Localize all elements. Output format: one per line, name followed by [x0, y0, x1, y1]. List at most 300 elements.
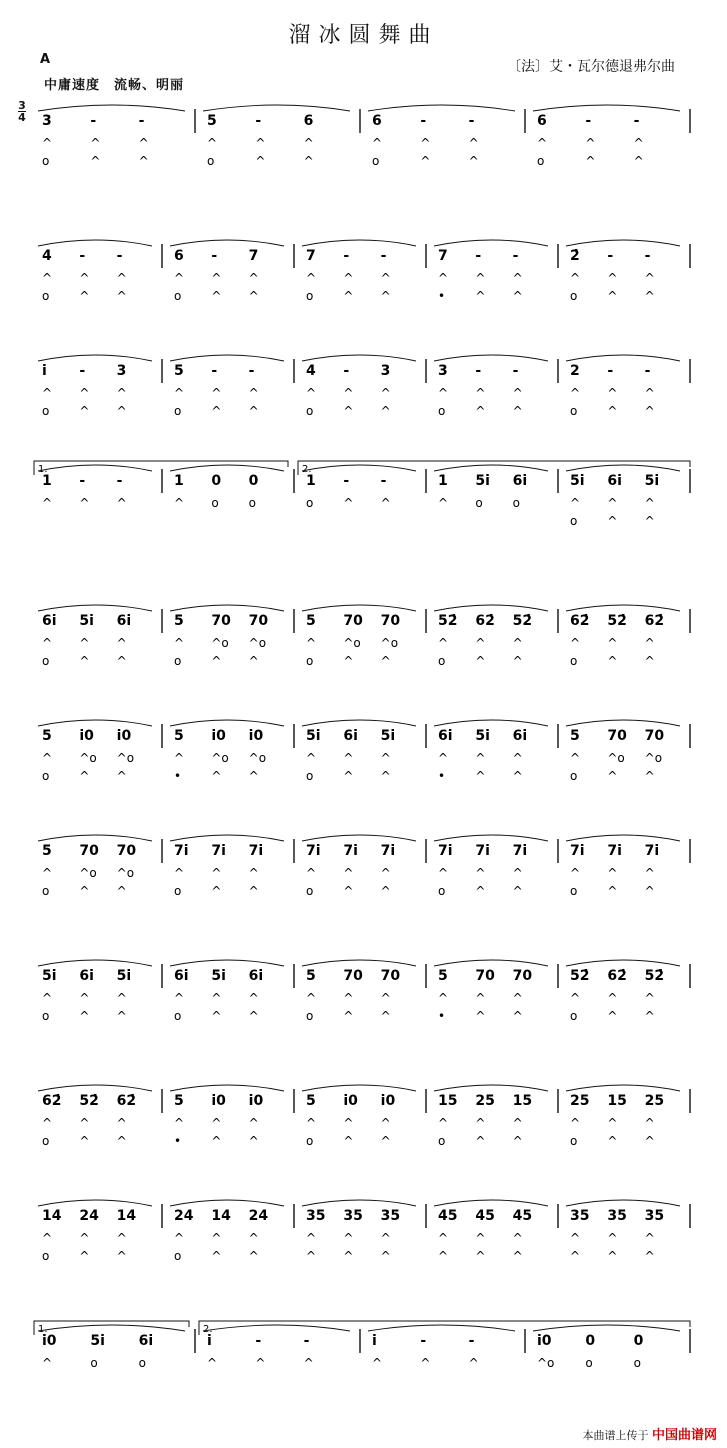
bass-mark: o — [570, 289, 578, 303]
bass-mark: o — [42, 289, 50, 303]
melody-note: 7i — [343, 843, 358, 859]
bass-mark: ^ — [248, 769, 259, 783]
slur — [203, 1325, 350, 1331]
bass-mark: o — [438, 654, 446, 668]
bass-mark: ^ — [607, 1134, 618, 1148]
melody-note: 3 — [116, 363, 127, 379]
slur — [434, 1085, 548, 1091]
accomp-mark: ^ — [644, 271, 655, 285]
score-row — [0, 455, 727, 535]
accomp-mark: ^ — [248, 271, 259, 285]
bass-mark: ^ — [475, 289, 486, 303]
accomp-mark: ^ — [380, 496, 391, 510]
slur — [302, 355, 416, 361]
melody-note: - — [79, 473, 86, 489]
slur — [434, 960, 548, 966]
accomp-mark: ^ — [306, 991, 317, 1005]
melody-note: 52̇ — [79, 1093, 99, 1109]
melody-note: 62̇ — [475, 613, 495, 629]
melody-note: 52̇ — [570, 968, 590, 984]
accomp-mark: ^ — [570, 866, 581, 880]
bass-mark: ^ — [644, 769, 655, 783]
melody-note: i0 — [537, 1333, 552, 1349]
bass-mark: ^ — [116, 404, 127, 418]
accomp-mark: ^ — [570, 1231, 581, 1245]
melody-note: 0 — [585, 1333, 596, 1349]
accomp-mark: ^ — [570, 991, 581, 1005]
accomp-mark: ^ — [343, 271, 354, 285]
melody-note: - — [343, 248, 350, 264]
slur — [38, 605, 152, 611]
accomp-mark: ^ — [438, 991, 449, 1005]
bass-mark: ^ — [380, 884, 391, 898]
score-row — [0, 230, 727, 310]
bass-mark: • — [438, 769, 446, 783]
bass-mark: o — [174, 289, 182, 303]
slur — [38, 835, 152, 841]
melody-note: - — [138, 113, 145, 129]
bass-mark: ^ — [644, 404, 655, 418]
melody-note: - — [380, 248, 387, 264]
melody-note: 7i — [306, 843, 321, 859]
bass-mark: ^ — [380, 769, 391, 783]
bass-mark: ^ — [211, 654, 222, 668]
accomp-mark: ^o — [116, 866, 135, 880]
bass-mark: ^ — [79, 289, 90, 303]
bass-mark: o — [306, 769, 314, 783]
tempo-marking: 中庸速度 流畅、明丽 — [44, 78, 185, 93]
accomp-mark: ^o — [79, 751, 97, 765]
melody-note: 7i — [211, 843, 226, 859]
accomp-mark: ^ — [438, 751, 449, 765]
melody-note: 62̇ — [570, 613, 590, 629]
melody-note: 24 — [248, 1208, 269, 1224]
slur — [566, 720, 680, 726]
slur — [170, 1200, 284, 1206]
accomp-mark: ^ — [512, 386, 523, 400]
bass-mark: o — [174, 884, 182, 898]
accomp-mark: ^ — [380, 271, 391, 285]
bass-mark: ^ — [607, 404, 618, 418]
accomp-mark: ^ — [248, 1116, 259, 1130]
slur — [368, 105, 515, 111]
bass-mark: ^ — [644, 1009, 655, 1023]
melody-note: 14 — [42, 1208, 62, 1224]
melody-note: 70 — [512, 968, 533, 984]
melody-note: i — [372, 1333, 377, 1349]
accomp-mark: ^ — [475, 1116, 486, 1130]
bass-mark: o — [306, 289, 314, 303]
accomp-mark: ^ — [343, 386, 354, 400]
melody-note: - — [90, 113, 97, 129]
score-row-svg — [0, 1075, 727, 1165]
melody-note: 7i — [475, 843, 490, 859]
slur — [302, 240, 416, 246]
melody-note: 5i — [644, 473, 660, 489]
accomp-mark: ^ — [644, 991, 655, 1005]
melody-note: 70 — [644, 728, 665, 744]
accomp-mark: ^ — [607, 271, 618, 285]
bass-mark: ^ — [468, 154, 479, 168]
accomp-mark: ^ — [306, 1231, 317, 1245]
accomp-mark: ^ — [306, 386, 317, 400]
bass-mark: • — [174, 1134, 182, 1148]
accomp-mark: ^ — [255, 136, 266, 150]
bass-mark: o — [306, 404, 314, 418]
melody-note: 4 — [306, 363, 316, 379]
time-signature-top: 3 — [18, 99, 26, 112]
slur — [566, 355, 680, 361]
melody-note: 1 — [174, 473, 184, 489]
accomp-mark: ^ — [42, 271, 53, 285]
slur — [170, 835, 284, 841]
accomp-mark: ^ — [607, 1231, 618, 1245]
melody-note: 5i — [475, 728, 490, 744]
accomp-mark: ^ — [607, 1116, 618, 1130]
melody-note: 35 — [380, 1208, 401, 1224]
melody-note: 6i — [248, 968, 264, 984]
melody-note: 5 — [174, 728, 184, 744]
bass-mark: ^ — [116, 769, 127, 783]
accomp-mark: ^ — [42, 751, 53, 765]
bass-mark: o — [174, 1249, 182, 1263]
bass-mark: o — [570, 404, 578, 418]
melody-note: 6 — [174, 248, 184, 264]
score-row — [0, 1315, 727, 1395]
melody-note: 1 — [42, 473, 52, 489]
melody-note: 15 — [438, 1093, 458, 1109]
slur — [170, 355, 284, 361]
accomp-mark: ^o — [116, 751, 135, 765]
melody-note: - — [79, 248, 86, 264]
slur — [170, 960, 284, 966]
melody-note: 7 — [248, 248, 259, 264]
melody-note: 70 — [607, 728, 627, 744]
score-row-svg — [0, 1190, 727, 1280]
accomp-mark: ^o — [248, 636, 267, 650]
accomp-mark: ^ — [42, 496, 53, 510]
slur — [533, 105, 680, 111]
melody-note: 6i — [42, 613, 57, 629]
bass-mark: ^ — [380, 1009, 391, 1023]
bass-mark: ^ — [644, 289, 655, 303]
melody-note: 15 — [607, 1093, 627, 1109]
bass-mark: ^ — [380, 1249, 391, 1263]
melody-note: 7i — [512, 843, 528, 859]
melody-note: 7i — [174, 843, 189, 859]
bass-mark: o — [438, 884, 446, 898]
slur — [434, 465, 548, 471]
accomp-mark: o — [475, 496, 483, 510]
score-row — [0, 595, 727, 675]
bass-mark: ^ — [475, 884, 486, 898]
bass-mark: ^ — [607, 1009, 618, 1023]
score-row-svg — [0, 825, 727, 915]
accomp-mark: ^ — [116, 496, 127, 510]
accomp-mark: ^ — [607, 496, 618, 510]
accomp-mark: ^ — [512, 1231, 523, 1245]
melody-note: 5 — [42, 843, 52, 859]
bass-mark: ^ — [343, 769, 354, 783]
bass-mark: o — [174, 1009, 182, 1023]
accomp-mark: ^ — [116, 271, 127, 285]
accomp-mark: ^ — [248, 1231, 259, 1245]
melody-note: 7i — [570, 843, 585, 859]
accomp-mark: ^ — [248, 866, 259, 880]
slur — [170, 720, 284, 726]
accomp-mark: ^ — [343, 866, 354, 880]
melody-note: 52̇ — [512, 613, 533, 629]
melody-note: 5 — [174, 1093, 184, 1109]
melody-note: 62̇ — [644, 613, 665, 629]
bass-mark: ^ — [512, 1249, 523, 1263]
bass-mark: ^ — [380, 289, 391, 303]
accomp-mark: ^ — [420, 1356, 431, 1370]
melody-note: 62̇ — [42, 1093, 62, 1109]
melody-note: - — [644, 363, 651, 379]
melody-note: i0 — [211, 1093, 226, 1109]
accomp-mark: ^ — [174, 496, 185, 510]
melody-note: - — [255, 1333, 262, 1349]
bass-mark: ^ — [116, 1009, 127, 1023]
bass-mark: ^ — [79, 1249, 90, 1263]
accomp-mark: ^ — [42, 1116, 53, 1130]
slur — [566, 960, 680, 966]
melody-note: 7i — [248, 843, 264, 859]
melody-note: 5 — [174, 613, 184, 629]
melody-note: 70 — [380, 968, 401, 984]
slur — [434, 835, 548, 841]
volta-number: 2. — [302, 464, 312, 475]
bass-mark: ^ — [380, 654, 391, 668]
melody-note: i0 — [211, 728, 226, 744]
bass-mark: ^ — [79, 404, 90, 418]
melody-note: i0 — [79, 728, 94, 744]
accomp-mark: ^ — [211, 866, 222, 880]
slur — [302, 835, 416, 841]
bass-mark: ^ — [512, 289, 523, 303]
accomp-mark: ^ — [116, 1231, 127, 1245]
melody-note: - — [380, 473, 387, 489]
melody-note: 70 — [248, 613, 269, 629]
slur — [434, 1200, 548, 1206]
score-row — [0, 1075, 727, 1155]
bass-mark: ^ — [512, 654, 523, 668]
melody-note: - — [585, 113, 592, 129]
accomp-mark: ^ — [607, 636, 618, 650]
slur — [38, 240, 152, 246]
melody-note: 5 — [306, 613, 316, 629]
bass-mark: o — [372, 154, 380, 168]
bass-mark: ^ — [607, 514, 618, 528]
melody-note: - — [475, 248, 482, 264]
bass-mark: ^ — [79, 884, 90, 898]
melody-note: 3 — [42, 113, 52, 129]
slur — [302, 960, 416, 966]
bass-mark: o — [42, 154, 50, 168]
melody-note: - — [343, 473, 350, 489]
melody-note: 5i — [79, 613, 94, 629]
accomp-mark: ^ — [475, 386, 486, 400]
melody-note: 70 — [211, 613, 231, 629]
score-row — [0, 1190, 727, 1270]
bass-mark: ^ — [343, 1009, 354, 1023]
volta-bracket — [199, 1321, 690, 1335]
accomp-mark: ^ — [633, 136, 644, 150]
melody-note: 25 — [644, 1093, 665, 1109]
accomp-mark: ^ — [42, 1356, 53, 1370]
bass-mark: o — [174, 654, 182, 668]
melody-note: 5 — [174, 363, 184, 379]
accomp-mark: ^ — [42, 386, 53, 400]
slur — [302, 1200, 416, 1206]
slur — [566, 465, 680, 471]
bass-mark: ^ — [512, 1009, 523, 1023]
slur — [566, 1200, 680, 1206]
melody-note: - — [607, 363, 614, 379]
melody-note: 70 — [116, 843, 137, 859]
bass-mark: o — [306, 1134, 314, 1148]
accomp-mark: ^ — [42, 636, 53, 650]
melody-note: - — [79, 363, 86, 379]
melody-note: 7i — [607, 843, 622, 859]
melody-note: 14 — [116, 1208, 137, 1224]
bass-mark: ^ — [438, 1249, 449, 1263]
accomp-mark: ^ — [303, 136, 314, 150]
accomp-mark: ^ — [211, 271, 222, 285]
accomp-mark: ^ — [42, 1231, 53, 1245]
volta-number: 1. — [38, 464, 48, 475]
section-label: A — [40, 52, 51, 67]
accomp-mark: ^ — [644, 1231, 655, 1245]
bass-mark: ^ — [211, 1249, 222, 1263]
melody-note: 35 — [644, 1208, 665, 1224]
bass-mark: ^ — [512, 1134, 523, 1148]
melody-note: 2̇ — [570, 248, 580, 264]
melody-note: 45 — [512, 1208, 533, 1224]
accomp-mark: ^ — [174, 991, 185, 1005]
score-row-svg — [0, 950, 727, 1040]
slur — [170, 1085, 284, 1091]
site-logo[interactable]: 中国曲谱网 — [651, 1428, 717, 1443]
accomp-mark: ^ — [79, 271, 90, 285]
slur — [203, 105, 350, 111]
accomp-mark: ^ — [248, 991, 259, 1005]
accomp-mark: ^ — [512, 636, 523, 650]
melody-note: 6i — [438, 728, 453, 744]
melody-note: - — [420, 113, 427, 129]
melody-note: - — [607, 248, 614, 264]
accomp-mark: ^ — [343, 1231, 354, 1245]
bass-mark: ^ — [607, 1249, 618, 1263]
melody-note: 5 — [306, 1093, 316, 1109]
accomp-mark: ^ — [475, 1231, 486, 1245]
score-row-svg — [0, 455, 727, 545]
accomp-mark: ^ — [174, 1116, 185, 1130]
bass-mark: ^ — [138, 154, 149, 168]
bass-mark: ^ — [303, 154, 314, 168]
melody-note: i0 — [380, 1093, 396, 1109]
accomp-mark: ^ — [475, 636, 486, 650]
accomp-mark: ^o — [248, 751, 267, 765]
bass-mark: ^ — [644, 1249, 655, 1263]
accomp-mark: ^ — [438, 636, 449, 650]
bass-mark: o — [438, 1134, 446, 1148]
accomp-mark: ^ — [468, 136, 479, 150]
melody-note: 6 — [372, 113, 382, 129]
bass-mark: ^ — [475, 769, 486, 783]
accomp-mark: ^ — [116, 636, 127, 650]
melody-note: i0 — [248, 1093, 264, 1109]
accomp-mark: ^ — [174, 751, 185, 765]
melody-note: 5i — [380, 728, 396, 744]
bass-mark: ^ — [380, 1134, 391, 1148]
accomp-mark: ^ — [570, 271, 581, 285]
accomp-mark: ^o — [644, 751, 663, 765]
melody-note: 3 — [438, 363, 448, 379]
bass-mark: ^ — [475, 1009, 486, 1023]
accomp-mark: ^ — [343, 751, 354, 765]
slur — [38, 465, 152, 471]
accomp-mark: ^ — [438, 866, 449, 880]
bass-mark: ^ — [343, 884, 354, 898]
bass-mark: o — [42, 404, 50, 418]
score-row — [0, 345, 727, 425]
accomp-mark: ^ — [475, 751, 486, 765]
melody-note: 7 — [438, 248, 448, 264]
bass-mark: ^ — [306, 1249, 317, 1263]
melody-note: 24 — [79, 1208, 99, 1224]
melody-note: 6i — [174, 968, 189, 984]
accomp-mark: ^o — [79, 866, 97, 880]
accomp-mark: ^ — [644, 866, 655, 880]
accomp-mark: ^ — [420, 136, 431, 150]
accomp-mark: ^ — [207, 136, 218, 150]
bass-mark: ^ — [644, 884, 655, 898]
accomp-mark: ^ — [372, 136, 383, 150]
melody-note: 35 — [306, 1208, 326, 1224]
melody-note: 7i — [380, 843, 396, 859]
accomp-mark: o — [633, 1356, 642, 1370]
bass-mark: ^ — [116, 1249, 127, 1263]
melody-note: 5i — [570, 473, 585, 489]
bass-mark: o — [42, 1249, 50, 1263]
melody-note: 45 — [475, 1208, 495, 1224]
bass-mark: o — [570, 514, 578, 528]
accomp-mark: ^ — [438, 496, 449, 510]
melody-note: 6i — [343, 728, 358, 744]
bass-mark: ^ — [607, 769, 618, 783]
melody-note: 70 — [475, 968, 495, 984]
accomp-mark: ^ — [79, 636, 90, 650]
melody-note: 52̇ — [644, 968, 665, 984]
accomp-mark: ^ — [438, 271, 449, 285]
bass-mark: o — [438, 404, 446, 418]
bass-mark: ^ — [211, 884, 222, 898]
melody-note: 5 — [570, 728, 580, 744]
accomp-mark: ^ — [207, 1356, 218, 1370]
bass-mark: ^ — [211, 769, 222, 783]
accomp-mark: ^ — [255, 1356, 266, 1370]
accomp-mark: ^ — [644, 636, 655, 650]
accomp-mark: ^ — [512, 1116, 523, 1130]
bass-mark: ^ — [570, 1249, 581, 1263]
accomp-mark: ^o — [607, 751, 625, 765]
score-row-svg — [0, 345, 727, 435]
slur — [38, 105, 185, 111]
accomp-mark: ^ — [42, 136, 53, 150]
melody-note: 6i — [79, 968, 94, 984]
